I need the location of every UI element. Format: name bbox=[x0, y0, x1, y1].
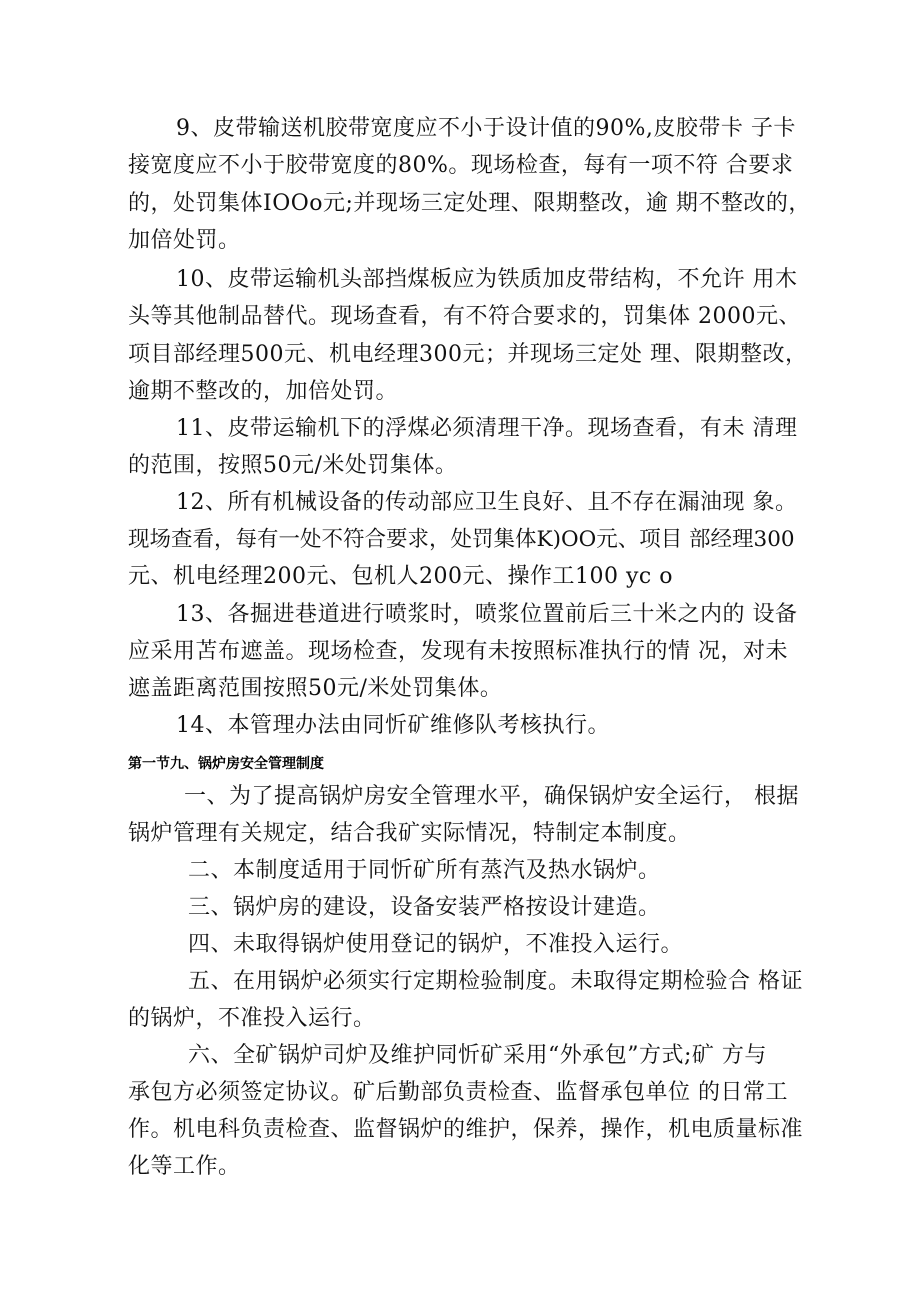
item-14-line-1: 14、本管理办法由同忻矿维修队考核执行。 bbox=[176, 713, 610, 738]
item-9-line-2: 接宽度应不小于胶带宽度的80%。现场检查，每有一项不符 合要求 bbox=[128, 153, 794, 178]
item-9-line-3: 的，处罚集体IOOo元;并现场三定处理、限期整改，逾 期不整改的， bbox=[128, 191, 811, 216]
rule-6-line-2: 承包方必须签定协议。矿后勤部负责检查、监督承包单位 的日常工 bbox=[128, 1080, 788, 1105]
item-9-line-4: 加倍处罚。 bbox=[128, 228, 241, 253]
item-12-line-3: 元、机电经理200元、包机人200元、操作工100 yc o bbox=[128, 564, 673, 589]
item-11-line-2: 的范围，按照50元/米处罚集体。 bbox=[128, 453, 458, 478]
item-12-line-1: 12、所有机械设备的传动部应卫生良好、且不存在漏油现 象。 bbox=[176, 490, 798, 515]
item-10-line-4: 逾期不整改的，加倍处罚。 bbox=[128, 379, 399, 404]
rule-1-line-2: 锅炉管理有关规定，结合我矿实际情况，特制定本制度。 bbox=[128, 821, 691, 846]
rule-5-line-2: 的锅炉，不准投入运行。 bbox=[128, 1006, 376, 1031]
item-10-line-1: 10、皮带运输机头部挡煤板应为铁质加皮带结构，不允许 用木 bbox=[176, 267, 798, 292]
rule-5-line-1: 五、在用锅炉必须实行定期检验制度。未取得定期检验合 格证 bbox=[188, 969, 803, 994]
item-11-line-1: 11、皮带运输机下的浮煤必须清理干净。现场查看，有未 清理 bbox=[176, 416, 798, 441]
section-heading: 第一节九、锅炉房安全管理制度 bbox=[128, 756, 324, 772]
rule-6-line-4: 化等工作。 bbox=[128, 1154, 241, 1179]
item-10-line-3: 项目部经理500元、机电经理300元；并现场三定处 理、限期整改， bbox=[128, 342, 808, 367]
rule-6-line-3: 作。机电科负责检查、监督锅炉的维护，保养，操作，机电质量标准 bbox=[128, 1117, 804, 1142]
item-13-line-3: 遮盖距离范围按照50元/米处罚集体。 bbox=[128, 676, 503, 701]
rule-6-line-1: 六、全矿锅炉司炉及维护同忻矿采用“外承包”方式;矿 方与 bbox=[188, 1043, 767, 1068]
rule-2-line-1: 二、本制度适用于同忻矿所有蒸汽及热水锅炉。 bbox=[188, 858, 661, 883]
item-12-line-2: 现场查看，每有一处不符合要求，处罚集体K)OO元、项目 部经理300 bbox=[128, 527, 795, 552]
item-13-line-1: 13、各掘进巷道进行喷浆时，喷浆位置前后三十米之内的 设备 bbox=[176, 602, 798, 627]
rule-1-line-1: 一、为了提高锅炉房安全管理水平，确保锅炉安全运行， 根据 bbox=[184, 784, 799, 809]
item-9-line-1: 9、皮带输送机胶带宽度应不小于设计值的90%,皮胶带卡 子卡 bbox=[176, 116, 796, 141]
rule-4-line-1: 四、未取得锅炉使用登记的锅炉，不准投入运行。 bbox=[188, 932, 684, 957]
item-10-line-2: 头等其他制品替代。现场查看，有不符合要求的，罚集体 2000元、 bbox=[128, 304, 801, 329]
item-13-line-2: 应采用苫布遮盖。现场检查，发现有未按照标准执行的情 况，对未 bbox=[128, 639, 788, 664]
rule-3-line-1: 三、锅炉房的建设，设备安装严格按设计建造。 bbox=[188, 895, 661, 920]
